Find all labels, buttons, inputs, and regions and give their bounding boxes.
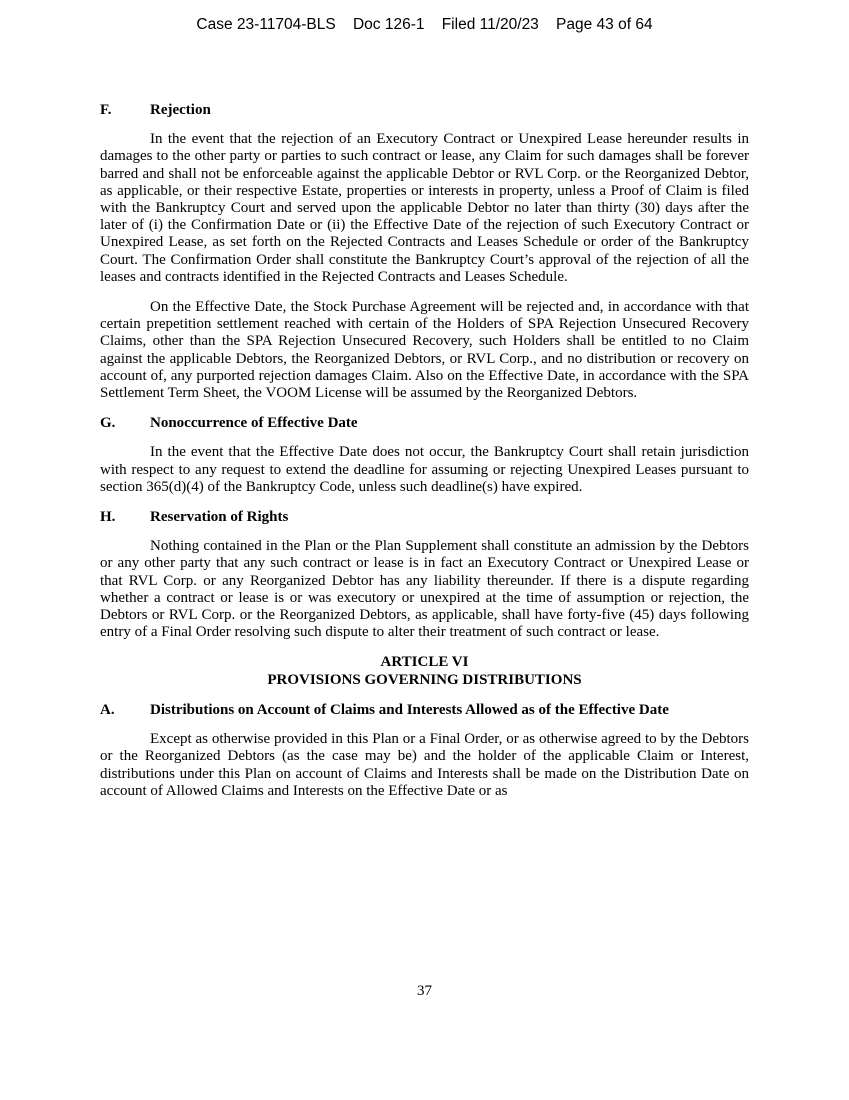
section-title: Reservation of Rights	[150, 509, 289, 526]
section-title: Rejection	[150, 102, 211, 118]
section-h-heading	[100, 509, 749, 526]
section-letter: A.	[100, 701, 115, 718]
section-f-paragraph-1: In the event that the rejection of an Executory Contract or Unexpired Lease hereunder results in damages to the other party or parties to such contract or lease, any Claim for such damages shall be forever barred and shall not be enforceable against the applicable Debtor or RVL Corp. or the Reorganized Debtor, as applicable, or their respective Estate, properties or interests in property, unless a Proof of Claim is filed with the Bankruptcy Court and served upon the applicable Debtor no later than thirty (30) days after the later of (i) the Confirmation Date or (ii) the Effective Date of the rejection of such Executory Contract or Unexpired Lease, as set forth on the Rejected Contracts and Leases Schedule or order of the Bankruptcy Court. The Confirmation Order shall constitute the Bankruptcy Court’s approval of the rejection of all the leases and contracts identified in the Rejected Contracts and Leases Schedule.	[100, 131, 749, 285]
section-title: Nonoccurrence of Effective Date	[150, 415, 358, 432]
section-g-heading	[100, 415, 749, 432]
page-indicator: Page 43 of 64	[556, 16, 653, 33]
section-a-paragraph-1: Except as otherwise provided in this Plan or a Final Order, or as otherwise agreed to by the Debtors or the Reorganized Debtors (as the case may be) and the holder of the applicable Claim or Interest, distributions under this Plan on account of Claims and Interests shall be made on the Distribution Date on account of Allowed Claims and Interests on the Effective Date or as	[100, 731, 749, 799]
section-letter: H.	[100, 509, 116, 526]
section-a-heading	[100, 702, 749, 719]
page-number: 37	[417, 983, 432, 999]
article-number: ARTICLE VI	[380, 654, 469, 671]
case-header	[0, 16, 849, 34]
case-number: Case 23-11704-BLS	[196, 16, 336, 33]
article-title: PROVISIONS GOVERNING DISTRIBUTIONS	[267, 671, 582, 688]
document-body	[100, 102, 749, 800]
section-f-heading	[100, 102, 749, 119]
section-f-paragraph-2: On the Effective Date, the Stock Purchase Agreement will be rejected and, in accordance with that certain prepetition settlement reached with certain of the Holders of SPA Rejection Unsecured Recovery Claims, other than the SPA Rejection Unsecured Recovery, such Holders shall be entitled to no Claim against the applicable Debtors, the Reorganized Debtors, or RVL Corp., and no distribution or recovery on account of, any purported rejection damages Claim. Also on the Effective Date, in accordance with the SPA Settlement Term Sheet, the VOOM License will be assumed by the Reorganized Debtors.	[100, 299, 749, 402]
section-h-paragraph-1: Nothing contained in the Plan or the Plan Supplement shall constitute an admission by the Debtors or any other party that any such contract or lease is in fact an Executory Contract or Unexpired Lease or that RVL Corp. or any Reorganized Debtor has any liability thereunder. If there is a dispute regarding whether a contract or lease is or was executory or unexpired at the time of assumption or rejection, the Debtors or RVL Corp. or the Reorganized Debtors, as applicable, shall have forty-five (45) days following entry of a Final Order resolving such dispute to alter their treatment of such contract or lease.	[100, 538, 749, 641]
section-g-paragraph-1: In the event that the Effective Date does not occur, the Bankruptcy Court shall retain jurisdiction with respect to any request to extend the deadline for assuming or rejecting Unexpired Leases pursuant to section 365(d)(4) of the Bankruptcy Code, unless such deadline(s) have expired.	[100, 444, 749, 495]
section-letter: F.	[100, 102, 112, 118]
doc-number: Doc 126-1	[352, 16, 425, 33]
section-title: Distributions on Account of Claims and Interests Allowed as of the Effective Date	[150, 701, 669, 718]
section-letter: G.	[100, 415, 116, 432]
filed-date: Filed 11/20/23	[441, 16, 539, 33]
